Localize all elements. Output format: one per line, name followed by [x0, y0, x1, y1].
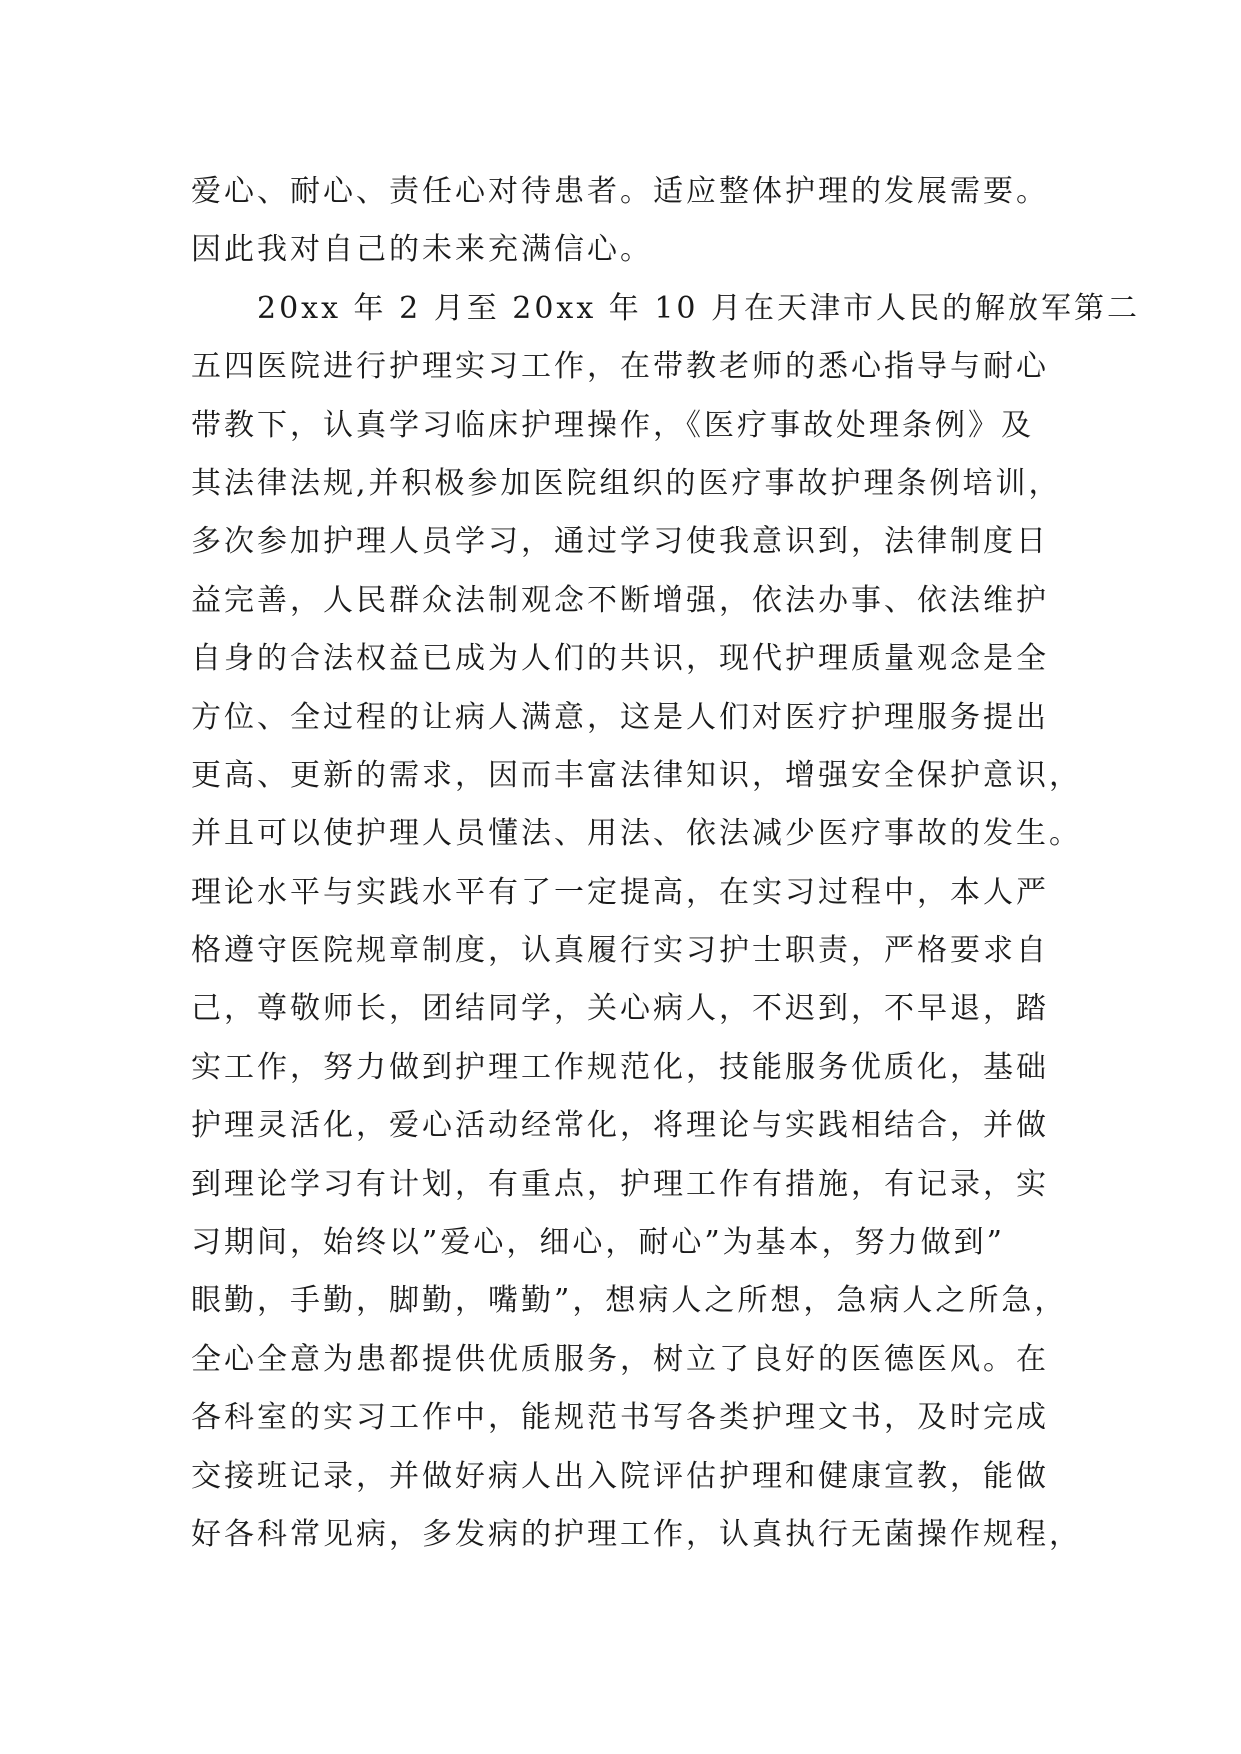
text-line: 多次参加护理人员学习，通过学习使我意识到，法律制度日 [191, 524, 1049, 560]
document-body [191, 163, 1141, 1564]
text-line: 护理灵活化，爱心活动经常化，将理论与实践相结合，并做 [191, 1108, 1049, 1144]
text-line: 益完善，人民群众法制观念不断增强，依法办事、依法维护 [191, 582, 1049, 618]
text-line: 到理论学习有计划，有重点，护理工作有措施，有记录，实 [191, 1166, 1049, 1202]
text-line: 理论水平与实践水平有了一定提高，在实习过程中，本人严 [191, 874, 1049, 910]
text-line: 并且可以使护理人员懂法、用法、依法减少医疗事故的发生。 [191, 816, 1082, 852]
text-line: 交接班记录，并做好病人出入院评估护理和健康宣教，能做 [191, 1458, 1049, 1494]
text-line: 20xx 年 2 月至 20xx 年 10 月在天津市人民的解放军第二 [191, 290, 1141, 326]
text-line: 方位、全过程的让病人满意，这是人们对医疗护理服务提出 [191, 699, 1049, 735]
text-line: 好各科常见病，多发病的护理工作，认真执行无菌操作规程， [191, 1516, 1082, 1552]
text-line: 因此我对自己的未来充满信心。 [191, 232, 653, 268]
text-line: 习期间，始终以”爱心，细心，耐心”为基本，努力做到” [191, 1225, 1006, 1261]
text-line: 更高、更新的需求，因而丰富法律知识，增强安全保护意识， [191, 757, 1082, 793]
text-line: 实工作，努力做到护理工作规范化，技能服务优质化，基础 [191, 1049, 1049, 1085]
text-line: 各科室的实习工作中，能规范书写各类护理文书，及时完成 [191, 1400, 1049, 1436]
text-line: 五四医院进行护理实习工作，在带教老师的悉心指导与耐心 [191, 349, 1049, 385]
text-line: 其法律法规,并积极参加医院组织的医疗事故护理条例培训， [191, 465, 1062, 501]
text-line: 格遵守医院规章制度，认真履行实习护士职责，严格要求自 [191, 933, 1049, 969]
text-line: 己，尊敬师长，团结同学，关心病人，不迟到，不早退，踏 [191, 991, 1049, 1027]
text-line: 爱心、耐心、责任心对待患者。适应整体护理的发展需要。 [191, 174, 1049, 209]
text-line: 眼勤，手勤，脚勤，嘴勤”，想病人之所想，急病人之所急， [191, 1283, 1068, 1319]
text-line: 带教下，认真学习临床护理操作，《医疗事故处理条例》及 [191, 407, 1034, 443]
text-line: 全心全意为患都提供优质服务，树立了良好的医德医风。在 [191, 1341, 1049, 1377]
text-line: 自身的合法权益已成为人们的共识，现代护理质量观念是全 [191, 641, 1049, 677]
